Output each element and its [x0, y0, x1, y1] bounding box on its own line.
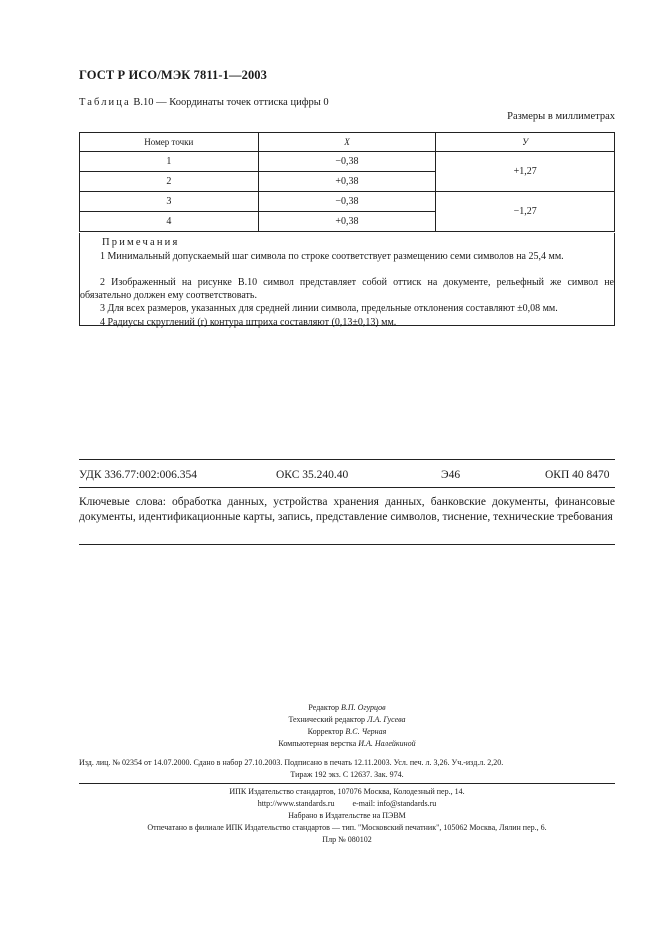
corrector-label: Корректор [307, 727, 344, 736]
imprint-tech-editor [79, 715, 615, 724]
divider-bottom [79, 783, 615, 784]
cell-x: +0,38 [258, 212, 436, 232]
cell-y: −1,27 [436, 192, 615, 232]
editor-name: В.П. Огурцов [341, 703, 386, 712]
layout-name: И.А. Налейкиной [358, 739, 416, 748]
document-header: ГОСТ Р ИСО/МЭК 7811-1—2003 [79, 68, 268, 82]
corrector-name: В.С. Черная [345, 727, 387, 736]
cell-x: +0,38 [258, 172, 436, 192]
table-header-row [80, 133, 615, 152]
typeset-line: Набрано в Издательстве на ПЭВМ [288, 811, 406, 820]
layout-label: Компьютерная верстка [278, 739, 357, 748]
plr-line: Плр № 080102 [322, 835, 372, 844]
table-row [80, 152, 615, 172]
cell-x: −0,38 [258, 152, 436, 172]
imprint-corrector [79, 727, 615, 736]
cell-point: 2 [80, 172, 259, 192]
imprint-layout [79, 739, 615, 748]
column-header-y: У [436, 133, 615, 152]
divider-top [79, 459, 615, 460]
udk-code: УДК 336.77:002:006.354 [79, 469, 198, 481]
note-1: 1 Минимальный допускаемый шаг символа по строке соответствует размещению семи символов на 25,4 мм. [100, 251, 564, 262]
publication-line-2: Тираж 192 экз. С 12637. Зак. 974. [290, 770, 404, 779]
notes-title: Примечания [102, 237, 180, 248]
divider-keywords [79, 544, 615, 545]
table-caption-text: В.10 — Координаты точек оттиска цифры 0 [133, 97, 329, 108]
coordinates-table [79, 132, 615, 232]
table-caption [79, 97, 329, 108]
cell-point: 1 [80, 152, 259, 172]
note-3: 3 Для всех размеров, указанных для средней линии символа, предельные отклонения составляют ±0,08 мм. [100, 303, 558, 314]
table-row [80, 192, 615, 212]
printed-line: Отпечатано в филиале ИПК Издательство стандартов — тип. "Московский печатник", 105062 Москва, Лялин пер., 6. [147, 823, 547, 832]
notes-box [79, 233, 615, 326]
cell-x: −0,38 [258, 192, 436, 212]
column-header-point: Номер точки [80, 133, 259, 152]
publisher-address: ИПК Издательство стандартов, 107076 Москва, Колодезный пер., 14. [229, 787, 465, 796]
cell-point: 4 [80, 212, 259, 232]
column-header-x: X [258, 133, 436, 152]
publication-line-1: Изд. лиц. № 02354 от 14.07.2000. Сдано в набор 27.10.2003. Подписано в печать 12.11.2003. Усл. печ. л. 3,26. Уч.-изд.л. 2,20. [79, 758, 504, 767]
editor-label: Редактор [308, 703, 339, 712]
group-code: Э46 [441, 469, 461, 481]
imprint-editor [79, 703, 615, 712]
cell-y: +1,27 [436, 152, 615, 192]
cell-point: 3 [80, 192, 259, 212]
publisher-email[interactable]: e-mail: info@standards.ru [352, 799, 437, 808]
table-units: Размеры в миллиметрах [507, 111, 615, 122]
publisher-contacts [79, 799, 615, 808]
tech-editor-label: Технический редактор [288, 715, 366, 724]
publisher-url[interactable]: http://www.standards.ru [257, 799, 335, 808]
divider-middle [79, 487, 615, 488]
tech-editor-name: Л.А. Гусева [367, 715, 406, 724]
note-2: 2 Изображенный на рисунке В.10 символ представляет собой оттиск на документе, рельефный же символ не обязательно должен ему соответствовать. [80, 277, 614, 301]
note-4: 4 Радиусы скруглений (r) контура штриха составляют (0,13±0,13) мм. [100, 317, 397, 328]
oks-code: ОКС 35.240.40 [276, 469, 349, 481]
keywords: Ключевые слова: обработка данных, устройства хранения данных, банковские документы, финансовые документы, идентификационные карты, запись, представление символов, тиснение, технические требования [79, 496, 615, 523]
okp-code: ОКП 40 8470 [545, 469, 610, 481]
table-caption-prefix: Таблица [79, 97, 131, 108]
